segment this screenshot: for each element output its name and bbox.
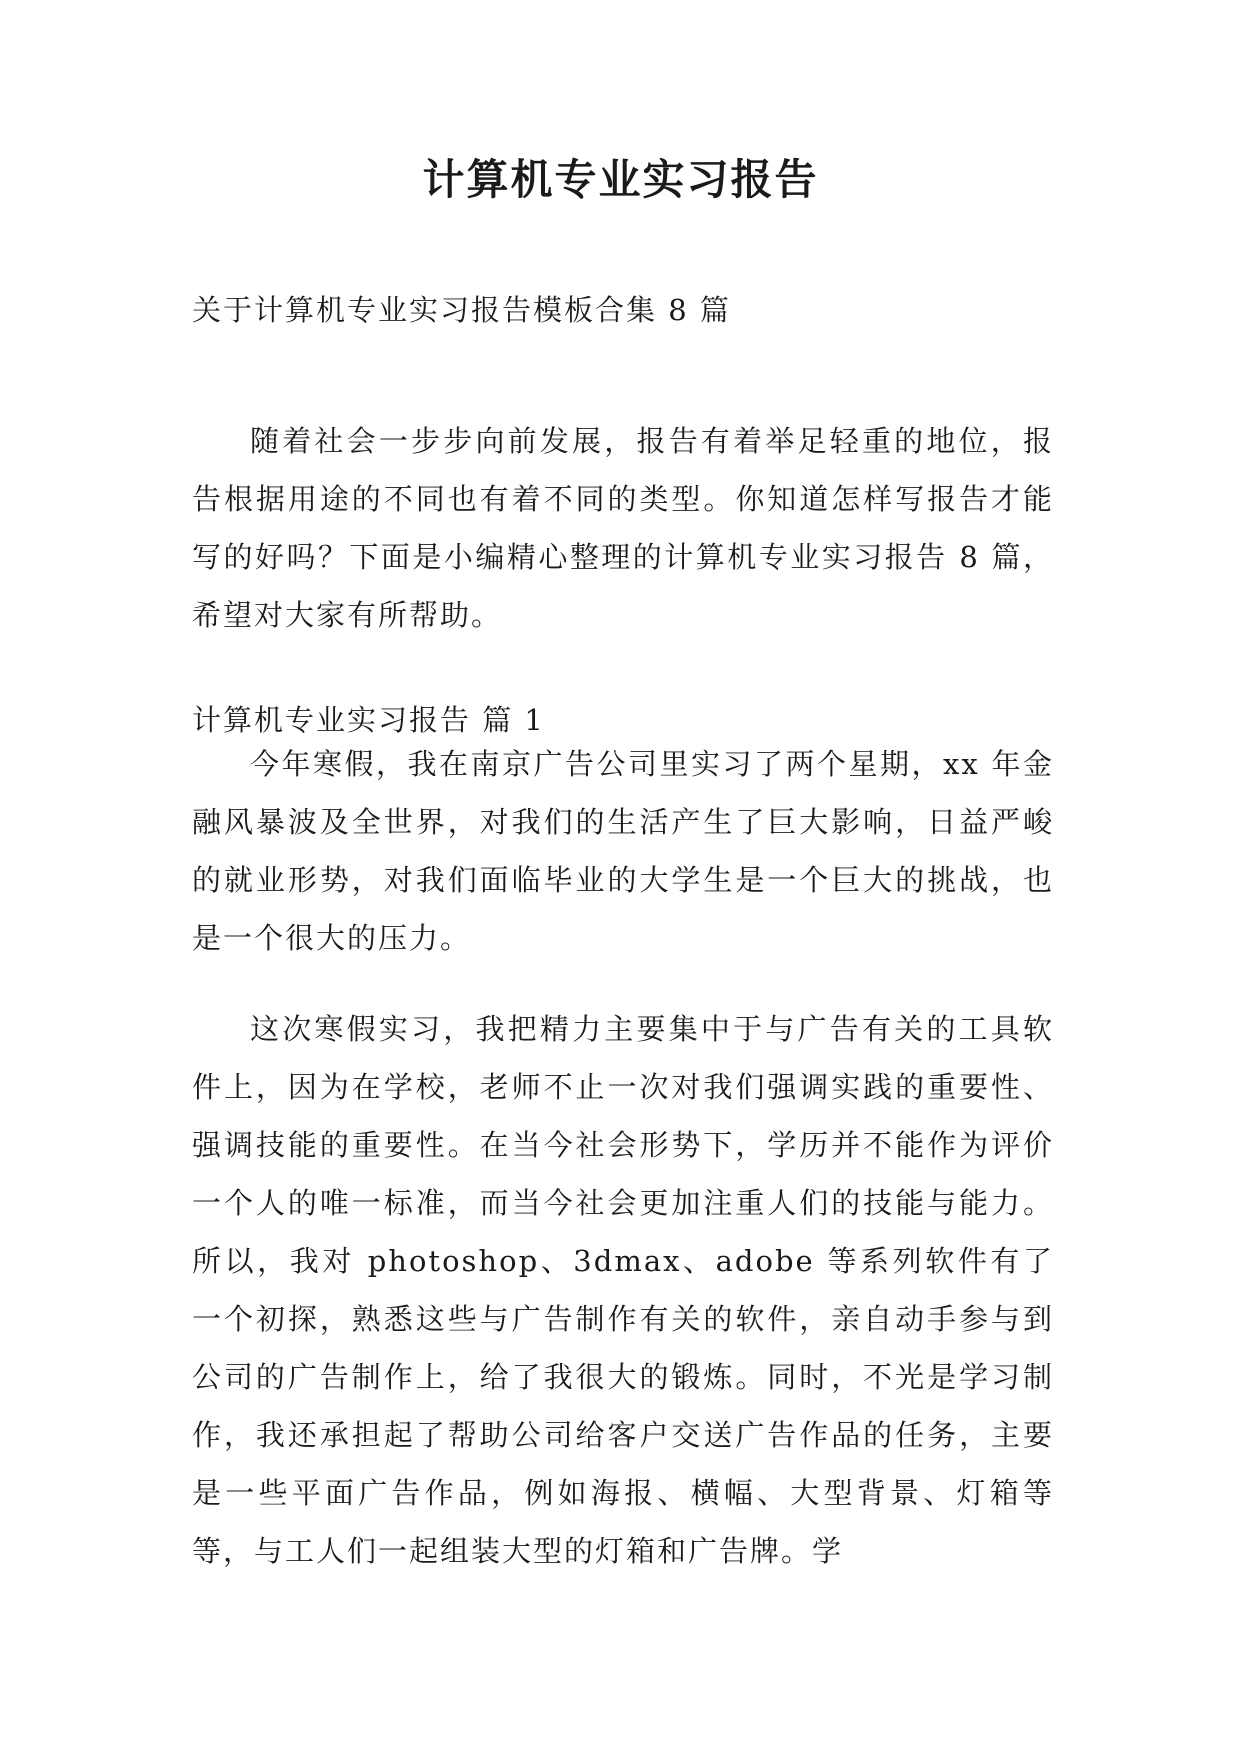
body-paragraph: 今年寒假，我在南京广告公司里实习了两个星期，xx 年金融风暴波及全世界，对我们的生活产生了巨大影响，日益严峻的就业形势，对我们面临毕业的大学生是一个巨大的挑战，也是一个很大的压力。 [192, 747, 1054, 955]
body-paragraph: 这次寒假实习，我把精力主要集中于与广告有关的工具软件上，因为在学校，老师不止一次对我们强调实践的重要性、强调技能的重要性。在当今社会形势下，学历并不能作为评价一个人的唯一标准，而当今社会更加注重人们的技能与能力。所以，我对 photoshop、3dmax、adobe 等系列软件有了一个初探，熟悉这些与广告制作有关的软件，亲自动手参与到公司的广告制作上，给了我很大的锻炼。同时，不光是学习制作，我还承担起了帮助公司给客户交送广告作品的任务，主要是一些平面广告作品，例如海报、横幅、大型背景、灯箱等等，与工人们一起组装大型的灯箱和广告牌。学 [192, 1012, 1054, 1568]
subtitle: 关于计算机专业实习报告模板合集 8 篇 [192, 293, 731, 327]
section-heading: 计算机专业实习报告 篇 1 [192, 703, 545, 737]
page-title: 计算机专业实习报告 [422, 155, 819, 204]
intro-paragraph: 随着社会一步步向前发展，报告有着举足轻重的地位，报告根据用途的不同也有着不同的类型。你知道怎样写报告才能写的好吗？下面是小编精心整理的计算机专业实习报告 8 篇，希望对大家有所帮助。 [192, 424, 1054, 632]
